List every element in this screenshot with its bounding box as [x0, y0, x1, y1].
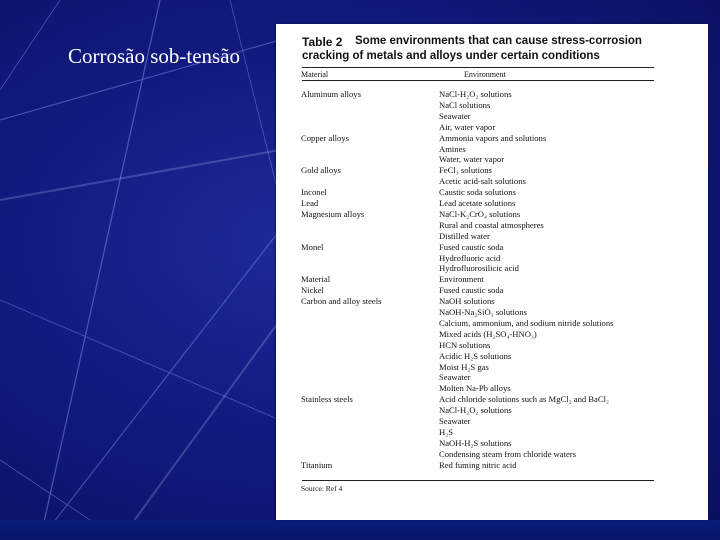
row-environment: Environment — [439, 274, 484, 285]
table-row — [276, 165, 708, 176]
row-environment: Acetic acid-salt solutions — [439, 176, 526, 187]
row-environment: Distilled water — [439, 230, 490, 241]
slide-bottom-band — [0, 520, 720, 540]
row-environment: Acidic H₂S solutions — [439, 350, 512, 361]
row-environment: NaOH-H₂S solutions — [439, 437, 512, 448]
table-row — [276, 89, 708, 100]
row-environment: NaCl-H₂O₂ solutions — [439, 405, 512, 416]
table-row — [276, 416, 708, 427]
table-row — [276, 133, 708, 144]
row-environment: NaOH solutions — [439, 296, 495, 307]
table-source: Source: Ref 4 — [301, 484, 343, 493]
row-environment: NaOH-Na₂SiO₃ solutions — [439, 307, 527, 317]
table-row — [276, 154, 708, 165]
table-row — [276, 242, 708, 253]
row-environment: FeCl₃ solutions — [439, 165, 492, 176]
table-top-rule — [302, 67, 654, 68]
row-material: Titanium — [301, 459, 333, 470]
row-material: Aluminum alloys — [301, 89, 361, 99]
row-environment: Acid chloride solutions such as MgCl₂ and BaCl₂ — [439, 394, 609, 405]
row-material: Copper alloys — [301, 132, 349, 143]
table-bottom-rule — [302, 480, 654, 481]
row-environment: Red fuming nitric acid — [439, 459, 517, 470]
table-row — [276, 176, 708, 187]
table-row — [276, 351, 708, 362]
row-environment: Seawater — [439, 372, 471, 383]
row-material: Monel — [301, 241, 324, 252]
header-environment: Environment — [464, 70, 506, 79]
row-environment: Water, water vapor — [439, 154, 505, 165]
table-row — [276, 263, 708, 274]
row-environment: Seawater — [439, 416, 471, 426]
table-row — [276, 187, 708, 198]
table-caption-line2: cracking of metals and alloys under certain conditions — [302, 50, 600, 62]
row-environment: H₂S — [439, 426, 453, 437]
row-material: Gold alloys — [301, 165, 341, 176]
table-row — [276, 209, 708, 220]
table-row — [276, 296, 708, 307]
row-environment: NaCl solutions — [439, 99, 491, 110]
row-environment: Ammonia vapors and solutions — [439, 132, 547, 143]
row-environment: Rural and coastal atmospheres — [439, 219, 544, 230]
table-row — [276, 329, 708, 340]
table-row — [276, 100, 708, 111]
table-row — [276, 405, 708, 416]
row-environment: Molten Na-Pb alloys — [439, 383, 511, 394]
row-material: Inconel — [301, 187, 327, 198]
row-environment: Moist H₂S gas — [439, 361, 489, 372]
row-material: Stainless steels — [301, 394, 353, 405]
slide-title: Corrosão sob-tensão — [68, 44, 241, 68]
row-material: Material — [301, 274, 331, 285]
row-environment: Lead acetate solutions — [439, 198, 516, 208]
row-environment: Mixed acids (H₂SO₄-HNO₃) — [439, 328, 537, 339]
table-caption-line1: Some environments that can cause stress-corrosion — [355, 35, 642, 47]
table-row — [276, 460, 708, 471]
row-environment: Calcium, ammonium, and sodium nitride solutions — [439, 317, 614, 328]
scanned-table-page — [276, 24, 708, 520]
row-environment: Hydrofluoric acid — [439, 252, 501, 263]
table-row — [276, 438, 708, 449]
table-row — [276, 198, 708, 209]
row-environment: NaCl-K₂CrO₄ solutions — [439, 208, 521, 219]
table-row — [276, 231, 708, 242]
table-header-rule — [302, 80, 654, 81]
row-environment: Caustic soda solutions — [439, 187, 516, 198]
row-environment: Seawater — [439, 110, 471, 121]
table-row — [276, 274, 708, 285]
row-environment: Condensing steam from chloride waters — [439, 448, 576, 459]
table-row — [276, 307, 708, 318]
table-row — [276, 427, 708, 438]
table-row — [276, 362, 708, 373]
row-environment: Fused caustic soda — [439, 241, 504, 252]
row-environment: Fused caustic soda — [439, 285, 504, 296]
row-environment: HCN solutions — [439, 339, 491, 350]
table-row — [276, 253, 708, 264]
table-row — [276, 144, 708, 155]
header-material: Material — [301, 70, 329, 79]
table-row — [276, 449, 708, 460]
table-row — [276, 220, 708, 231]
table-number: Table 2 — [302, 35, 343, 49]
table-row — [276, 122, 708, 133]
row-environment: NaCl-H₂O₂ solutions — [439, 89, 512, 99]
row-environment: Hydrofluorosilicic acid — [439, 263, 519, 274]
row-environment: Air, water vapor — [439, 121, 496, 132]
table-row — [276, 340, 708, 351]
row-material: Nickel — [301, 285, 324, 296]
table-row — [276, 285, 708, 296]
row-material: Lead — [301, 198, 319, 208]
row-material: Magnesium alloys — [301, 208, 365, 219]
table-row — [276, 394, 708, 405]
table-row — [276, 111, 708, 122]
row-environment: Amines — [439, 143, 466, 154]
table-row — [276, 372, 708, 383]
row-material: Carbon and alloy steels — [301, 296, 382, 307]
table-row — [276, 383, 708, 394]
table-row — [276, 318, 708, 329]
